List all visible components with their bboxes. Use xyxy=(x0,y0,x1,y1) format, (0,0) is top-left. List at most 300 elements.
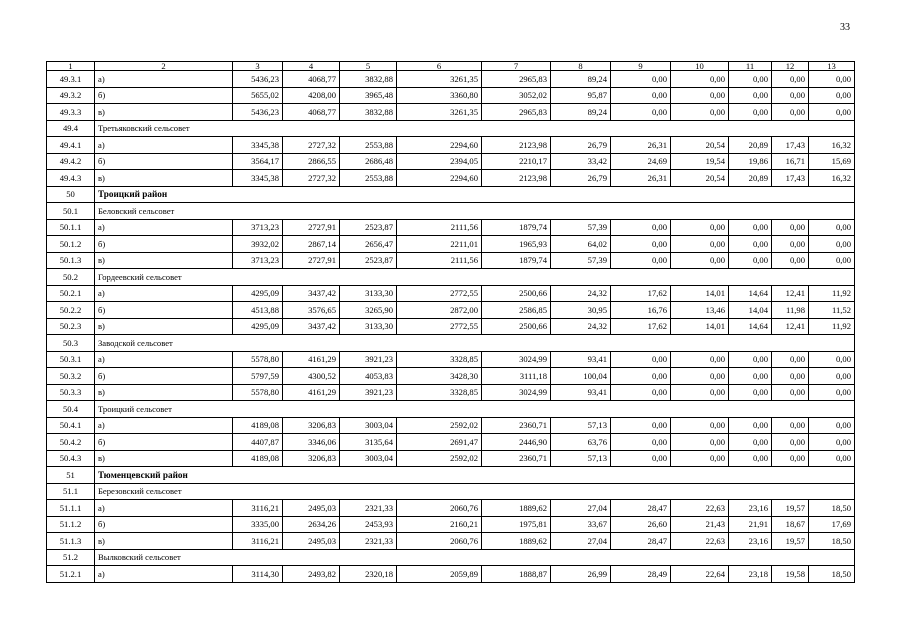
value-cell: 3024,99 xyxy=(482,351,551,368)
table-row xyxy=(47,516,855,533)
value-cell: 0,00 xyxy=(729,368,772,385)
settlement-name: Гордеевский сельсовет xyxy=(95,269,855,286)
district-name: Тюменцевский район xyxy=(95,467,855,484)
value-cell: 0,00 xyxy=(809,236,855,253)
value-cell: 4295,09 xyxy=(233,318,283,335)
value-cell: 2495,03 xyxy=(283,500,340,517)
row-variant: б) xyxy=(95,368,233,385)
value-cell: 5797,59 xyxy=(233,368,283,385)
value-cell: 2321,33 xyxy=(340,533,397,550)
value-cell: 57,39 xyxy=(551,219,611,236)
settlement-row xyxy=(47,483,855,500)
value-cell: 2360,71 xyxy=(482,450,551,467)
table-row xyxy=(47,368,855,385)
value-cell: 2686,48 xyxy=(340,153,397,170)
row-code: 50.3.3 xyxy=(47,384,95,401)
value-cell: 100,04 xyxy=(551,368,611,385)
row-variant: б) xyxy=(95,516,233,533)
column-number: 9 xyxy=(611,62,671,71)
settlement-row xyxy=(47,335,855,352)
row-code: 51.2.1 xyxy=(47,566,95,583)
value-cell: 3116,21 xyxy=(233,500,283,517)
value-cell: 0,00 xyxy=(671,219,729,236)
value-cell: 0,00 xyxy=(729,71,772,88)
value-cell: 17,43 xyxy=(772,137,809,154)
value-cell: 18,50 xyxy=(809,500,855,517)
table-row xyxy=(47,153,855,170)
value-cell: 19,54 xyxy=(671,153,729,170)
value-cell: 14,64 xyxy=(729,318,772,335)
value-cell: 2321,33 xyxy=(340,500,397,517)
table-row xyxy=(47,137,855,154)
value-cell: 93,41 xyxy=(551,351,611,368)
value-cell: 89,24 xyxy=(551,71,611,88)
row-variant: б) xyxy=(95,153,233,170)
value-cell: 0,00 xyxy=(809,417,855,434)
value-cell: 14,04 xyxy=(729,302,772,319)
value-cell: 2160,21 xyxy=(397,516,482,533)
value-cell: 2294,60 xyxy=(397,137,482,154)
value-cell: 19,86 xyxy=(729,153,772,170)
row-code: 50.4.2 xyxy=(47,434,95,451)
value-cell: 0,00 xyxy=(611,434,671,451)
value-cell: 12,41 xyxy=(772,318,809,335)
value-cell: 3133,30 xyxy=(340,285,397,302)
value-cell: 2727,91 xyxy=(283,252,340,269)
column-number: 11 xyxy=(729,62,772,71)
row-code: 49.3.3 xyxy=(47,104,95,121)
value-cell: 11,52 xyxy=(809,302,855,319)
value-cell: 20,54 xyxy=(671,137,729,154)
value-cell: 0,00 xyxy=(772,87,809,104)
value-cell: 33,42 xyxy=(551,153,611,170)
value-cell: 14,01 xyxy=(671,285,729,302)
value-cell: 2965,83 xyxy=(482,104,551,121)
value-cell: 2059,89 xyxy=(397,566,482,583)
value-cell: 95,87 xyxy=(551,87,611,104)
value-cell: 93,41 xyxy=(551,384,611,401)
settlement-name: Вылковский сельсовет xyxy=(95,549,855,566)
value-cell: 1889,62 xyxy=(482,500,551,517)
value-cell: 3345,38 xyxy=(233,137,283,154)
value-cell: 3345,38 xyxy=(233,170,283,187)
value-cell: 2553,88 xyxy=(340,170,397,187)
value-cell: 26,79 xyxy=(551,137,611,154)
value-cell: 3965,48 xyxy=(340,87,397,104)
settlement-row xyxy=(47,269,855,286)
value-cell: 1879,74 xyxy=(482,219,551,236)
value-cell: 0,00 xyxy=(671,368,729,385)
value-cell: 3360,80 xyxy=(397,87,482,104)
tariff-table xyxy=(46,61,855,583)
value-cell: 11,98 xyxy=(772,302,809,319)
value-cell: 2727,32 xyxy=(283,170,340,187)
value-cell: 0,00 xyxy=(729,104,772,121)
value-cell: 0,00 xyxy=(611,450,671,467)
value-cell: 0,00 xyxy=(729,434,772,451)
value-cell: 0,00 xyxy=(611,87,671,104)
value-cell: 4300,52 xyxy=(283,368,340,385)
settlement-name: Третьяковский сельсовет xyxy=(95,120,855,137)
value-cell: 2866,55 xyxy=(283,153,340,170)
value-cell: 27,04 xyxy=(551,533,611,550)
settlement-name: Троицкий сельсовет xyxy=(95,401,855,418)
value-cell: 19,57 xyxy=(772,500,809,517)
value-cell: 2727,32 xyxy=(283,137,340,154)
row-variant: в) xyxy=(95,318,233,335)
value-cell: 0,00 xyxy=(772,236,809,253)
value-cell: 26,99 xyxy=(551,566,611,583)
value-cell: 4053,83 xyxy=(340,368,397,385)
value-cell: 2453,93 xyxy=(340,516,397,533)
row-variant: в) xyxy=(95,533,233,550)
settlement-name: Березовский сельсовет xyxy=(95,483,855,500)
row-code: 50.1 xyxy=(47,203,95,220)
value-cell: 0,00 xyxy=(671,417,729,434)
value-cell: 3052,02 xyxy=(482,87,551,104)
table-row xyxy=(47,236,855,253)
row-code: 50.1.2 xyxy=(47,236,95,253)
value-cell: 3116,21 xyxy=(233,533,283,550)
value-cell: 3003,04 xyxy=(340,417,397,434)
value-cell: 1888,87 xyxy=(482,566,551,583)
value-cell: 0,00 xyxy=(772,71,809,88)
value-cell: 3437,42 xyxy=(283,318,340,335)
value-cell: 3111,18 xyxy=(482,368,551,385)
value-cell: 2691,47 xyxy=(397,434,482,451)
row-code: 50.2.2 xyxy=(47,302,95,319)
value-cell: 15,69 xyxy=(809,153,855,170)
row-variant: в) xyxy=(95,384,233,401)
table-row xyxy=(47,351,855,368)
value-cell: 3921,23 xyxy=(340,351,397,368)
row-variant: а) xyxy=(95,71,233,88)
value-cell: 4208,00 xyxy=(283,87,340,104)
value-cell: 2500,66 xyxy=(482,285,551,302)
row-variant: в) xyxy=(95,170,233,187)
value-cell: 0,00 xyxy=(772,434,809,451)
row-variant: а) xyxy=(95,500,233,517)
value-cell: 20,89 xyxy=(729,137,772,154)
row-code: 50 xyxy=(47,186,95,203)
value-cell: 21,91 xyxy=(729,516,772,533)
row-code: 51.1.2 xyxy=(47,516,95,533)
value-cell: 3932,02 xyxy=(233,236,283,253)
value-cell: 2500,66 xyxy=(482,318,551,335)
value-cell: 2111,56 xyxy=(397,219,482,236)
value-cell: 30,95 xyxy=(551,302,611,319)
value-cell: 0,00 xyxy=(671,104,729,121)
value-cell: 89,24 xyxy=(551,104,611,121)
value-cell: 21,43 xyxy=(671,516,729,533)
value-cell: 0,00 xyxy=(809,252,855,269)
value-cell: 0,00 xyxy=(809,71,855,88)
value-cell: 0,00 xyxy=(809,384,855,401)
value-cell: 3261,35 xyxy=(397,104,482,121)
settlement-name: Беловский сельсовет xyxy=(95,203,855,220)
table-row xyxy=(47,417,855,434)
value-cell: 0,00 xyxy=(671,252,729,269)
value-cell: 22,63 xyxy=(671,500,729,517)
row-code: 49.4 xyxy=(47,120,95,137)
table-row xyxy=(47,434,855,451)
row-code: 51.1.1 xyxy=(47,500,95,517)
table-row xyxy=(47,500,855,517)
value-cell: 0,00 xyxy=(729,236,772,253)
district-name: Троицкий район xyxy=(95,186,855,203)
value-cell: 26,31 xyxy=(611,170,671,187)
value-cell: 16,32 xyxy=(809,137,855,154)
value-cell: 2123,98 xyxy=(482,170,551,187)
value-cell: 4407,87 xyxy=(233,434,283,451)
settlement-row xyxy=(47,203,855,220)
row-code: 50.4.3 xyxy=(47,450,95,467)
row-code: 51 xyxy=(47,467,95,484)
value-cell: 2060,76 xyxy=(397,500,482,517)
table-row xyxy=(47,285,855,302)
page-number: 33 xyxy=(840,22,850,33)
value-cell: 2965,83 xyxy=(482,71,551,88)
value-cell: 4161,29 xyxy=(283,351,340,368)
value-cell: 3003,04 xyxy=(340,450,397,467)
value-cell: 0,00 xyxy=(772,450,809,467)
value-cell: 11,92 xyxy=(809,318,855,335)
value-cell: 2320,18 xyxy=(340,566,397,583)
value-cell: 16,71 xyxy=(772,153,809,170)
value-cell: 18,50 xyxy=(809,566,855,583)
value-cell: 57,39 xyxy=(551,252,611,269)
value-cell: 0,00 xyxy=(729,417,772,434)
row-code: 49.3.2 xyxy=(47,87,95,104)
value-cell: 5578,80 xyxy=(233,384,283,401)
value-cell: 17,69 xyxy=(809,516,855,533)
value-cell: 3335,00 xyxy=(233,516,283,533)
value-cell: 1975,81 xyxy=(482,516,551,533)
value-cell: 0,00 xyxy=(611,368,671,385)
value-cell: 12,41 xyxy=(772,285,809,302)
value-cell: 0,00 xyxy=(809,219,855,236)
row-variant: а) xyxy=(95,566,233,583)
value-cell: 17,62 xyxy=(611,318,671,335)
value-cell: 3133,30 xyxy=(340,318,397,335)
value-cell: 3346,06 xyxy=(283,434,340,451)
value-cell: 1965,93 xyxy=(482,236,551,253)
table-row xyxy=(47,71,855,88)
settlement-name: Заводской сельсовет xyxy=(95,335,855,352)
value-cell: 2867,14 xyxy=(283,236,340,253)
value-cell: 14,01 xyxy=(671,318,729,335)
value-cell: 64,02 xyxy=(551,236,611,253)
value-cell: 0,00 xyxy=(671,87,729,104)
value-cell: 4295,09 xyxy=(233,285,283,302)
value-cell: 23,16 xyxy=(729,533,772,550)
column-number: 5 xyxy=(340,62,397,71)
row-code: 51.1.3 xyxy=(47,533,95,550)
value-cell: 1889,62 xyxy=(482,533,551,550)
row-code: 49.3.1 xyxy=(47,71,95,88)
value-cell: 16,32 xyxy=(809,170,855,187)
value-cell: 2772,55 xyxy=(397,285,482,302)
column-number: 7 xyxy=(482,62,551,71)
value-cell: 18,50 xyxy=(809,533,855,550)
row-code: 50.4.1 xyxy=(47,417,95,434)
value-cell: 0,00 xyxy=(772,368,809,385)
value-cell: 17,62 xyxy=(611,285,671,302)
value-cell: 3564,17 xyxy=(233,153,283,170)
value-cell: 2592,02 xyxy=(397,417,482,434)
value-cell: 18,67 xyxy=(772,516,809,533)
value-cell: 2111,56 xyxy=(397,252,482,269)
value-cell: 0,00 xyxy=(671,351,729,368)
column-number: 12 xyxy=(772,62,809,71)
row-code: 50.1.1 xyxy=(47,219,95,236)
value-cell: 2727,91 xyxy=(283,219,340,236)
value-cell: 3921,23 xyxy=(340,384,397,401)
column-number: 1 xyxy=(47,62,95,71)
value-cell: 27,04 xyxy=(551,500,611,517)
row-code: 49.4.3 xyxy=(47,170,95,187)
value-cell: 0,00 xyxy=(611,236,671,253)
table-row xyxy=(47,450,855,467)
value-cell: 0,00 xyxy=(772,351,809,368)
value-cell: 0,00 xyxy=(772,219,809,236)
value-cell: 24,69 xyxy=(611,153,671,170)
settlement-row xyxy=(47,120,855,137)
value-cell: 14,64 xyxy=(729,285,772,302)
value-cell: 26,60 xyxy=(611,516,671,533)
value-cell: 3328,85 xyxy=(397,384,482,401)
value-cell: 0,00 xyxy=(611,351,671,368)
value-cell: 0,00 xyxy=(772,384,809,401)
value-cell: 2294,60 xyxy=(397,170,482,187)
value-cell: 17,43 xyxy=(772,170,809,187)
table-row xyxy=(47,318,855,335)
value-cell: 3206,83 xyxy=(283,417,340,434)
column-number: 2 xyxy=(95,62,233,71)
value-cell: 2872,00 xyxy=(397,302,482,319)
row-variant: а) xyxy=(95,137,233,154)
value-cell: 3428,30 xyxy=(397,368,482,385)
value-cell: 5578,80 xyxy=(233,351,283,368)
value-cell: 57,13 xyxy=(551,417,611,434)
value-cell: 4068,77 xyxy=(283,104,340,121)
row-code: 49.4.1 xyxy=(47,137,95,154)
value-cell: 5655,02 xyxy=(233,87,283,104)
value-cell: 0,00 xyxy=(729,450,772,467)
column-number: 10 xyxy=(671,62,729,71)
value-cell: 2772,55 xyxy=(397,318,482,335)
row-variant: а) xyxy=(95,417,233,434)
value-cell: 0,00 xyxy=(729,351,772,368)
table-row xyxy=(47,252,855,269)
value-cell: 2592,02 xyxy=(397,450,482,467)
value-cell: 24,32 xyxy=(551,318,611,335)
row-code: 50.3.1 xyxy=(47,351,95,368)
value-cell: 3713,23 xyxy=(233,252,283,269)
row-variant: а) xyxy=(95,285,233,302)
value-cell: 0,00 xyxy=(671,71,729,88)
row-code: 50.3.2 xyxy=(47,368,95,385)
value-cell: 2210,17 xyxy=(482,153,551,170)
row-variant: а) xyxy=(95,219,233,236)
value-cell: 4189,08 xyxy=(233,450,283,467)
settlement-row xyxy=(47,549,855,566)
row-variant: а) xyxy=(95,351,233,368)
value-cell: 0,00 xyxy=(671,236,729,253)
value-cell: 11,92 xyxy=(809,285,855,302)
row-code: 50.2 xyxy=(47,269,95,286)
value-cell: 20,54 xyxy=(671,170,729,187)
table-row xyxy=(47,384,855,401)
row-code: 50.1.3 xyxy=(47,252,95,269)
value-cell: 33,67 xyxy=(551,516,611,533)
value-cell: 2493,82 xyxy=(283,566,340,583)
value-cell: 2553,88 xyxy=(340,137,397,154)
table-row xyxy=(47,533,855,550)
value-cell: 23,16 xyxy=(729,500,772,517)
value-cell: 3206,83 xyxy=(283,450,340,467)
value-cell: 0,00 xyxy=(671,434,729,451)
value-cell: 3832,88 xyxy=(340,71,397,88)
value-cell: 22,64 xyxy=(671,566,729,583)
value-cell: 26,31 xyxy=(611,137,671,154)
value-cell: 4161,29 xyxy=(283,384,340,401)
row-variant: б) xyxy=(95,236,233,253)
value-cell: 0,00 xyxy=(729,252,772,269)
value-cell: 0,00 xyxy=(772,417,809,434)
value-cell: 0,00 xyxy=(809,87,855,104)
value-cell: 4068,77 xyxy=(283,71,340,88)
value-cell: 2394,05 xyxy=(397,153,482,170)
value-cell: 26,79 xyxy=(551,170,611,187)
value-cell: 4189,08 xyxy=(233,417,283,434)
value-cell: 0,00 xyxy=(809,450,855,467)
row-code: 50.2.3 xyxy=(47,318,95,335)
value-cell: 0,00 xyxy=(611,252,671,269)
value-cell: 1879,74 xyxy=(482,252,551,269)
column-number: 13 xyxy=(809,62,855,71)
table-row xyxy=(47,87,855,104)
value-cell: 5436,23 xyxy=(233,104,283,121)
row-code: 51.2 xyxy=(47,549,95,566)
row-variant: б) xyxy=(95,302,233,319)
value-cell: 28,47 xyxy=(611,533,671,550)
value-cell: 0,00 xyxy=(611,71,671,88)
column-number-row xyxy=(47,62,855,71)
row-variant: б) xyxy=(95,434,233,451)
settlement-row xyxy=(47,401,855,418)
row-code: 50.3 xyxy=(47,335,95,352)
column-number: 4 xyxy=(283,62,340,71)
value-cell: 0,00 xyxy=(772,104,809,121)
value-cell: 23,18 xyxy=(729,566,772,583)
value-cell: 0,00 xyxy=(729,87,772,104)
row-code: 49.4.2 xyxy=(47,153,95,170)
value-cell: 0,00 xyxy=(671,384,729,401)
value-cell: 2495,03 xyxy=(283,533,340,550)
table-row xyxy=(47,302,855,319)
row-code: 50.4 xyxy=(47,401,95,418)
value-cell: 0,00 xyxy=(772,252,809,269)
row-variant: в) xyxy=(95,104,233,121)
value-cell: 28,47 xyxy=(611,500,671,517)
value-cell: 3114,30 xyxy=(233,566,283,583)
value-cell: 2523,87 xyxy=(340,219,397,236)
row-code: 51.1 xyxy=(47,483,95,500)
column-number: 6 xyxy=(397,62,482,71)
value-cell: 19,58 xyxy=(772,566,809,583)
value-cell: 19,57 xyxy=(772,533,809,550)
